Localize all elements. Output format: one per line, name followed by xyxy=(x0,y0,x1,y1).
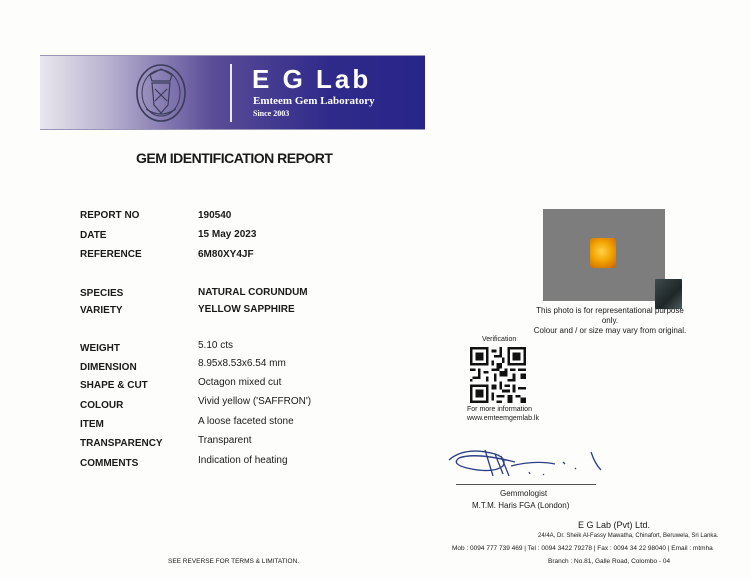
lab-crest-icon xyxy=(130,61,192,124)
header-banner xyxy=(40,55,425,130)
company-contact: Mob : 0094 777 739 469 | Tel : 0094 3422 79278 | Fax : 0094 34 22 98040 | Email : mtmha xyxy=(452,545,713,552)
transparency-label: TRANSPARENCY xyxy=(80,438,163,449)
shape-cut-value: Octagon mixed cut xyxy=(198,377,282,388)
reference-value: 6M80XY4JF xyxy=(198,249,254,260)
signature-icon xyxy=(445,440,615,485)
company-branch: Branch : No.81, Galle Road, Colombo - 04 xyxy=(548,558,671,565)
lab-full-name: Emteem Gem Laboratory xyxy=(253,95,375,107)
more-info xyxy=(467,405,539,423)
photo-note-line2: Colour and / or size may vary from original. xyxy=(533,326,687,335)
weight-label: WEIGHT xyxy=(80,343,120,354)
shape-cut-label: SHAPE & CUT xyxy=(80,380,148,391)
qr-code-icon[interactable] xyxy=(470,347,526,403)
species-label: SPECIES xyxy=(80,288,124,299)
colour-label: COLOUR xyxy=(80,400,124,411)
company-address: 24/4A, Dr. Sheik Al-Fassy Mawatha, Chinafort, Beruwela, Sri Lanka. xyxy=(538,533,719,539)
signature-line xyxy=(456,484,596,485)
dimension-label: DIMENSION xyxy=(80,362,137,373)
species-value: NATURAL CORUNDUM xyxy=(198,287,308,298)
variety-value: YELLOW SAPPHIRE xyxy=(198,304,295,315)
variety-label: VARIETY xyxy=(80,305,123,316)
item-label: ITEM xyxy=(80,419,104,430)
banner-divider xyxy=(230,64,232,122)
lab-name: E G Lab xyxy=(252,64,372,94)
signatory-title: Gemmologist xyxy=(500,489,548,498)
comments-value: Indication of heating xyxy=(198,455,288,466)
weight-value: 5.10 cts xyxy=(198,340,234,351)
date-value: 15 May 2023 xyxy=(198,229,257,240)
lab-since: Since 2003 xyxy=(253,109,290,118)
footer-note: SEE REVERSE FOR TERMS & LIMITATION. xyxy=(168,558,300,565)
hologram-sticker xyxy=(655,279,682,309)
date-label: DATE xyxy=(80,230,107,241)
website-link[interactable]: www.emteemgemlab.lk xyxy=(467,415,539,422)
more-info-label: For more information xyxy=(467,406,532,413)
report-title: GEM IDENTIFICATION REPORT xyxy=(136,150,333,166)
report-no-label: REPORT NO xyxy=(80,210,140,221)
comments-label: COMMENTS xyxy=(80,458,139,469)
report-no-value: 190540 xyxy=(198,210,232,221)
gem-image xyxy=(590,238,616,268)
reference-label: REFERENCE xyxy=(80,249,142,260)
photo-note xyxy=(530,306,690,336)
signatory-name: M.T.M. Haris FGA (London) xyxy=(472,501,570,510)
dimension-value: 8.95x8.53x6.54 mm xyxy=(198,358,286,369)
item-value: A loose faceted stone xyxy=(198,416,294,427)
company-name: E G Lab (Pvt) Ltd. xyxy=(578,520,651,530)
transparency-value: Transparent xyxy=(198,435,252,446)
verification-label: Verification xyxy=(482,336,517,343)
colour-value: Vivid yellow ('SAFFRON') xyxy=(198,396,312,407)
photo-note-line1: This photo is for representational purpose only. xyxy=(536,306,684,325)
gem-photo xyxy=(543,209,665,301)
